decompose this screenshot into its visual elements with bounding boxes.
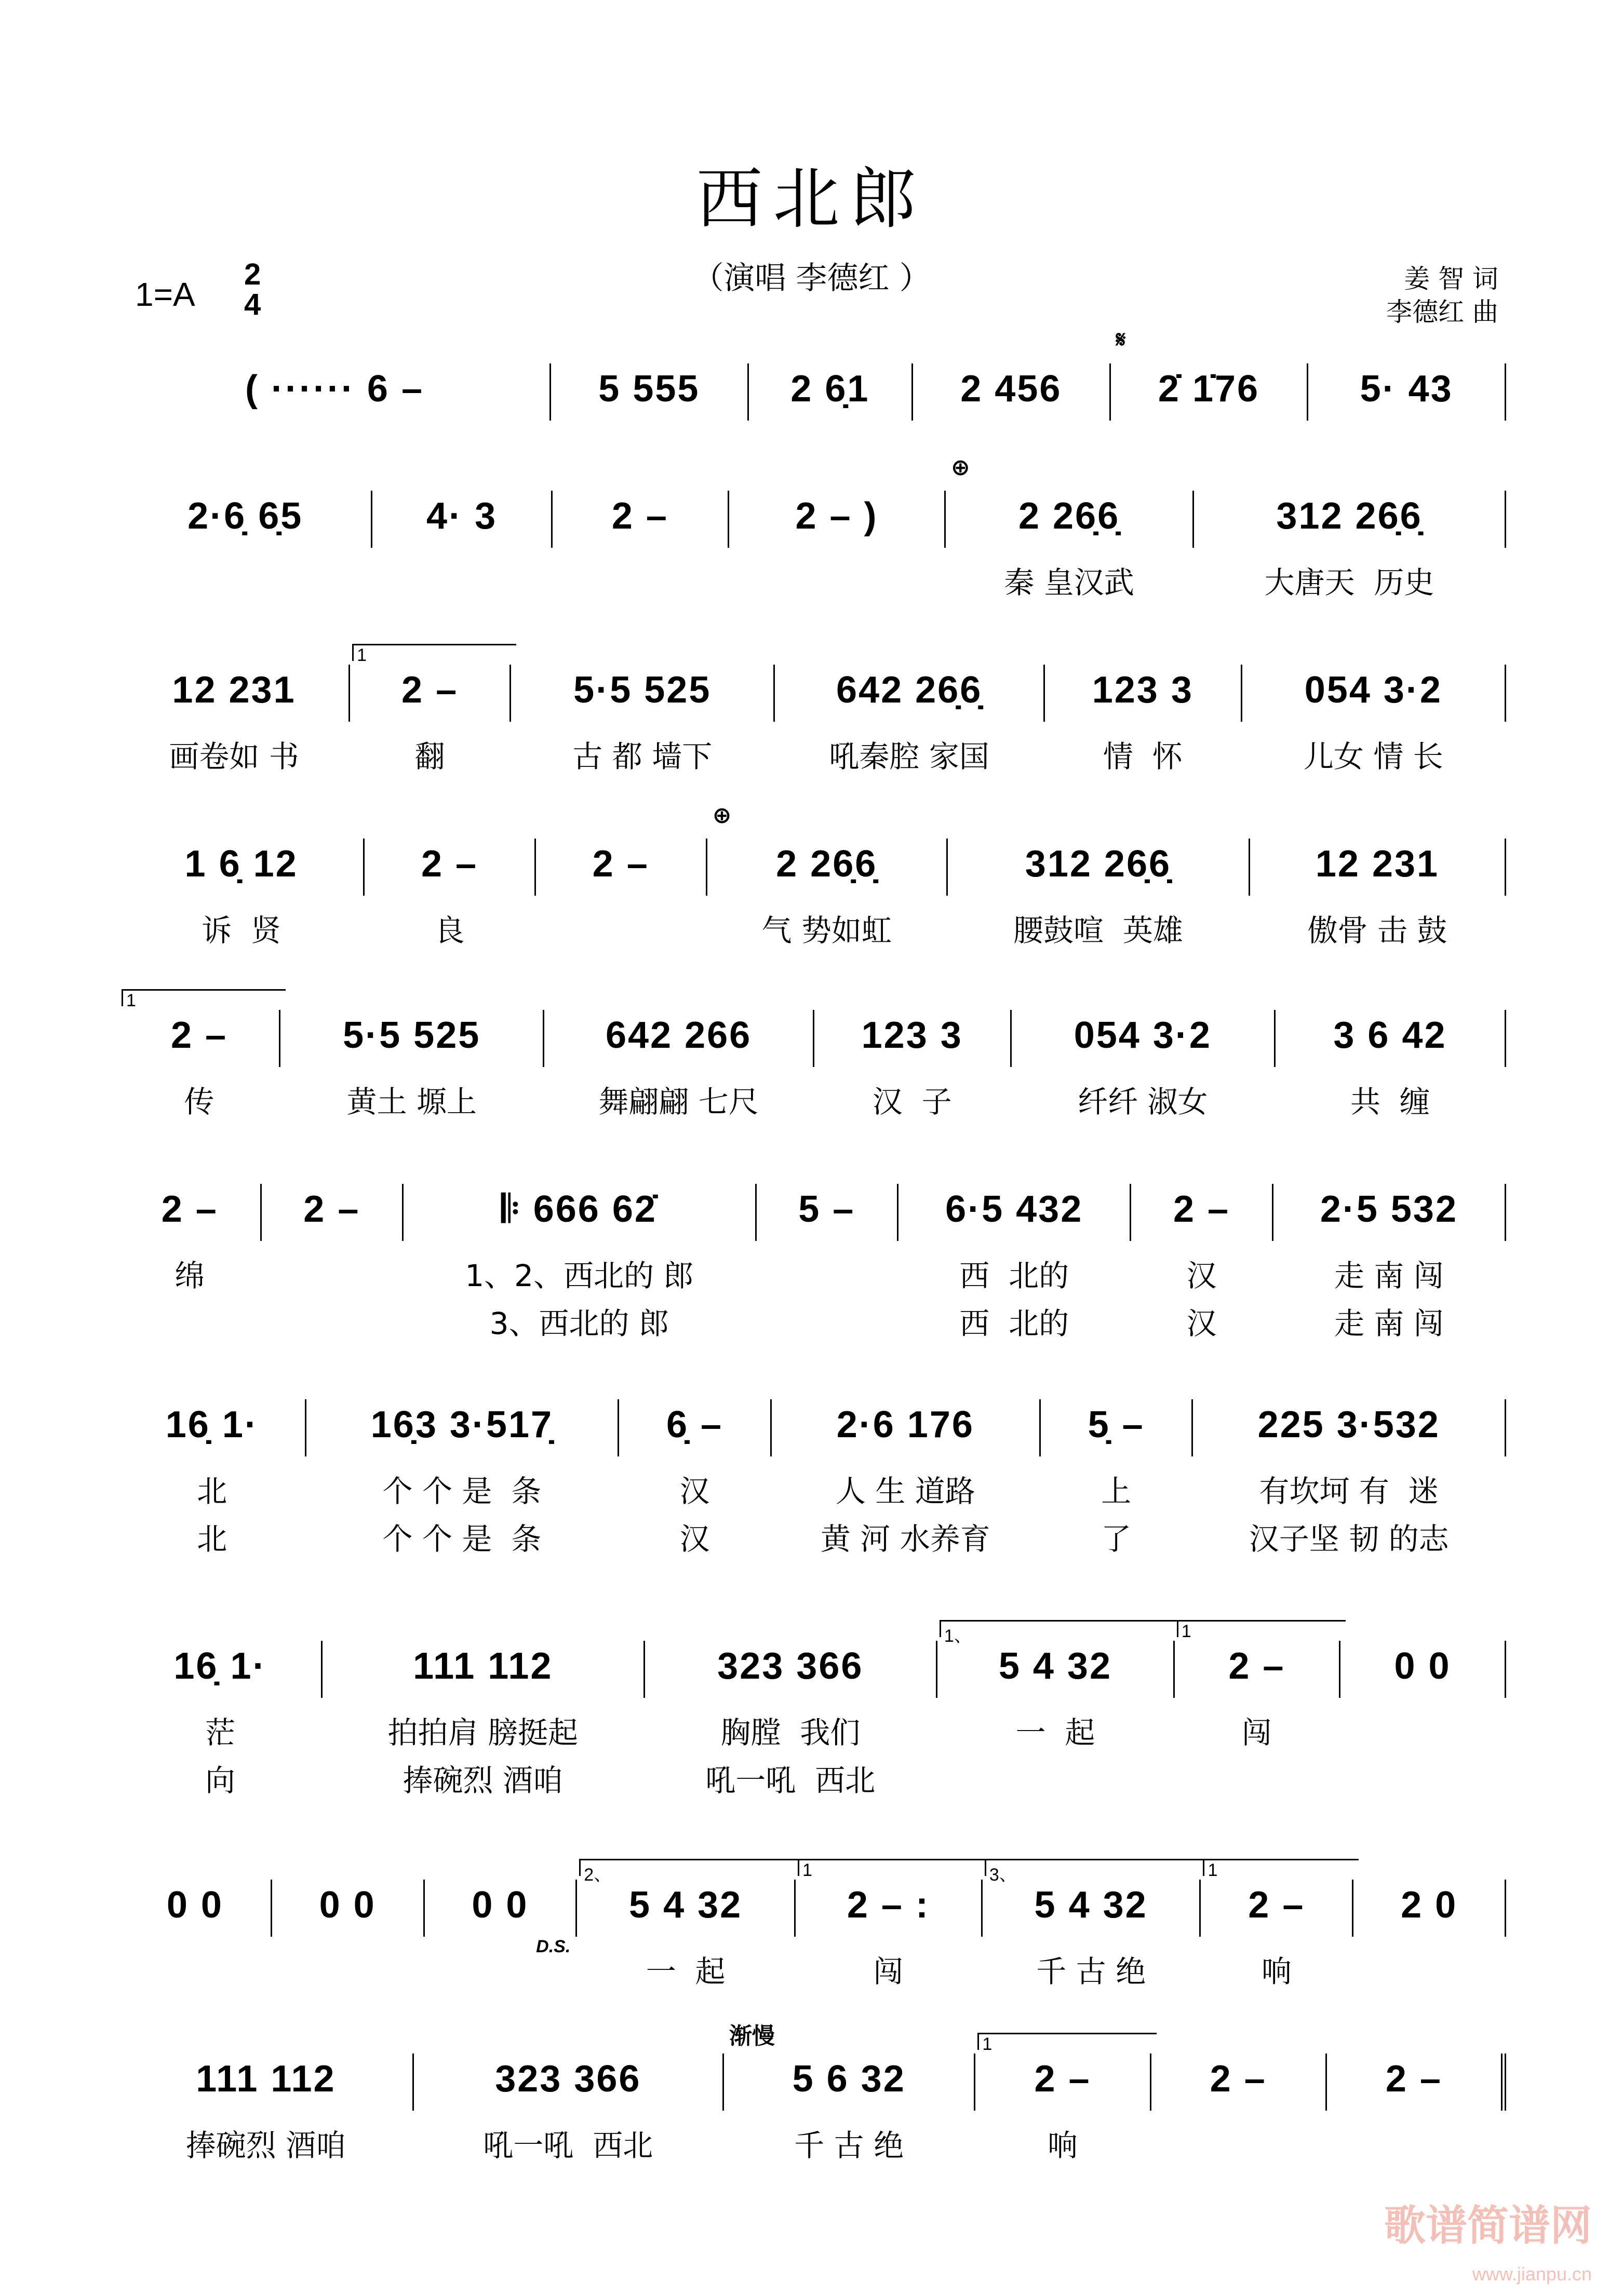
notes: 𝄆 666 62̇	[501, 1188, 657, 1230]
measure	[1242, 665, 1506, 774]
credits	[1386, 262, 1498, 329]
measure	[1308, 363, 1506, 421]
notes: 12 231	[1315, 843, 1440, 885]
lyric-verse-1: 翻	[414, 739, 445, 774]
composer: 李德红 曲	[1386, 297, 1498, 327]
measure	[898, 1184, 1131, 1341]
measure	[544, 1010, 814, 1119]
measure	[729, 491, 946, 548]
notes: 2 – :	[847, 1884, 930, 1926]
lyric-verse-1: 画卷如 书	[169, 739, 299, 774]
measure	[119, 1641, 323, 1798]
notes: 5·5 525	[573, 669, 712, 711]
notes: 5̣ –	[1088, 1404, 1145, 1446]
notes: 123 3	[1092, 669, 1193, 711]
lyric-verse-1: 黄土 塬上	[346, 1084, 477, 1119]
notes: 6·5 432	[945, 1188, 1083, 1230]
notes: 0 0	[472, 1884, 529, 1926]
measure	[983, 1865, 1201, 1989]
notes: 2̇ 1̇76	[1158, 368, 1260, 410]
measure	[511, 665, 775, 774]
lyric-verse-1: 情 怀	[1103, 739, 1183, 774]
measure	[323, 1641, 645, 1798]
notes: 2 –	[421, 843, 478, 885]
notes: 642 26̣6̣	[836, 669, 983, 711]
lyric-verse-2: 走 南 闯	[1334, 1306, 1444, 1341]
lyric-verse-1: 人 生 道路	[835, 1474, 975, 1509]
notes: 2 456	[960, 368, 1062, 410]
measure	[365, 839, 536, 948]
notes: 312 26̣6̣	[1276, 495, 1423, 537]
measure	[948, 839, 1250, 948]
measure	[372, 491, 552, 548]
notes: 6̣ –	[666, 1404, 723, 1446]
notes: 054 3·2	[1304, 669, 1442, 711]
measure	[707, 803, 948, 948]
volta-bracket: 1	[122, 989, 286, 1006]
lyric-verse-1: 有坎坷 有 迷	[1259, 1474, 1439, 1509]
notes: 2 –	[1034, 2058, 1091, 2100]
measure	[913, 363, 1111, 421]
notes: 2 –	[401, 669, 459, 711]
measure	[551, 363, 749, 421]
notes: 5· 43	[1360, 368, 1453, 410]
measure	[1041, 1399, 1193, 1557]
measure	[1327, 2054, 1506, 2111]
volta-bracket: 2、	[579, 1859, 801, 1876]
measure	[262, 1184, 404, 1241]
lyricist: 姜 智 词	[1404, 264, 1498, 294]
measure	[619, 1399, 772, 1557]
measure	[1340, 1641, 1506, 1698]
time-sig-bottom: 4	[244, 288, 261, 321]
notes: ( ······ 6 –	[245, 368, 424, 410]
ds-marker: D.S.	[536, 1937, 571, 1956]
notes: 16̣3 3·517̣	[370, 1404, 554, 1446]
lyric-verse-1: 北	[197, 1474, 227, 1509]
notes: 5·5 525	[343, 1015, 481, 1056]
lyric-verse-2: 汉子坚 韧 的志	[1249, 1521, 1449, 1557]
score-marker: ⊕	[712, 803, 732, 828]
measure	[975, 2034, 1151, 2163]
lyric-verse-1: 吼秦腔 家国	[829, 739, 989, 774]
notes: 5 –	[798, 1188, 855, 1230]
lyric-verse-1: 秦 皇汉武	[1004, 565, 1134, 600]
lyric-verse-1: 响	[1261, 1954, 1292, 1989]
measure	[119, 1184, 262, 1293]
lyric-verse-1: 傲骨 击 鼓	[1307, 913, 1447, 948]
time-signature	[244, 260, 261, 320]
notes: 642 266	[605, 1015, 752, 1056]
notes: 123 3	[861, 1015, 963, 1056]
notes: 2 26̣6̣	[1018, 495, 1120, 537]
lyric-verse-1: 吼一吼 西北	[483, 2128, 653, 2163]
lyric-verse-1: 拍拍肩 膀挺起	[387, 1715, 578, 1750]
measure	[1273, 1184, 1506, 1341]
lyric-verse-1: 大唐天 历史	[1264, 565, 1434, 600]
notes: 16̣ 1·	[165, 1404, 259, 1446]
volta-bracket: 1	[352, 644, 516, 661]
measure	[1250, 839, 1506, 948]
lyric-verse-1: 响	[1048, 2128, 1078, 2163]
lyric-verse-1: 个 个 是 条	[382, 1474, 542, 1509]
measure	[1193, 1399, 1506, 1557]
notes: 2 0	[1401, 1884, 1458, 1926]
notes: 3 6 42	[1333, 1015, 1447, 1056]
measure	[1045, 665, 1242, 774]
notes: 2 –	[611, 495, 668, 537]
score-marker: 渐慢	[729, 2023, 775, 2049]
notes: 2 –	[303, 1188, 360, 1230]
staff-row	[119, 1622, 1506, 1798]
lyric-verse-1: 传	[184, 1084, 214, 1119]
volta-bracket: 1	[977, 2033, 1156, 2050]
lyric-verse-1: 诉 贤	[202, 913, 281, 948]
measure	[1194, 491, 1506, 600]
lyric-verse-1: 舞翩翩 七尺	[598, 1084, 759, 1119]
volta-bracket: 1	[1177, 1620, 1346, 1637]
lyric-verse-2: 捧碗烈 酒咱	[403, 1763, 563, 1798]
notes: 2 –	[1210, 2058, 1267, 2100]
staff-row	[119, 803, 1506, 948]
performer-subtitle: （演唱 李德红 ）	[692, 260, 931, 296]
lyric-verse-1: 千 古 绝	[794, 2128, 904, 2163]
notes: 2 –	[592, 843, 649, 885]
measure	[119, 839, 365, 948]
measure	[937, 1626, 1175, 1750]
time-sig-top: 2	[244, 258, 261, 291]
measure	[350, 645, 511, 774]
lyric-verse-1: 上	[1101, 1474, 1132, 1509]
notes: 16̣ 1·	[173, 1645, 267, 1687]
lyric-verse-1: 儿女 情 长	[1303, 739, 1443, 774]
measure	[272, 1880, 425, 1937]
score-marker: 𝄋	[1116, 327, 1126, 353]
notes: 2 –	[1228, 1645, 1285, 1687]
measure	[119, 1399, 306, 1557]
lyric-verse-2: 汉	[679, 1521, 710, 1557]
notes: 5 4 32	[998, 1645, 1112, 1687]
notes: 2 –	[1248, 1884, 1305, 1926]
staff-row	[119, 1399, 1506, 1557]
lyric-verse-2: 汉	[1186, 1306, 1217, 1341]
lyric-verse-1: 汉 子	[872, 1084, 952, 1119]
notes: 2·6̣ 6̣5	[187, 495, 303, 537]
lyric-verse-1: 一 起	[646, 1954, 726, 1989]
key-signature: 1=A	[135, 276, 195, 313]
measure	[577, 1865, 796, 1989]
measure	[796, 1860, 983, 1989]
notes: 0 0	[319, 1884, 376, 1926]
lyric-verse-1: 汉	[679, 1474, 710, 1509]
measure	[1175, 1622, 1340, 1750]
staff-row	[119, 1184, 1506, 1341]
measure	[1151, 2054, 1327, 2111]
measure	[1012, 1010, 1276, 1119]
measure	[1131, 1184, 1273, 1341]
notes: 2 –	[161, 1188, 218, 1230]
lyric-verse-2: 吼一吼 西北	[705, 1763, 876, 1798]
measure	[306, 1399, 620, 1557]
lyric-verse-2: 了	[1101, 1521, 1132, 1557]
notes: 5 4 32	[1034, 1884, 1148, 1926]
staff-row	[119, 327, 1506, 421]
notes: 5 6 32	[792, 2058, 906, 2100]
measure	[414, 2054, 724, 2163]
notes: 1 6̣ 12	[184, 843, 298, 885]
staff-row	[119, 991, 1506, 1119]
staff-row	[119, 2023, 1506, 2163]
lyric-verse-1: 一 起	[1015, 1715, 1095, 1750]
notes: 2 6̣1	[790, 368, 870, 410]
lyric-verse-1: 纤纤 淑女	[1078, 1084, 1208, 1119]
notes: 2 26̣6̣	[776, 843, 878, 885]
notes: 4· 3	[426, 495, 498, 537]
notes: 0 0	[166, 1884, 223, 1926]
notes: 2 –	[170, 1015, 228, 1056]
measure	[645, 1641, 937, 1798]
lyric-verse-1: 千 古 绝	[1036, 1954, 1146, 1989]
measure	[775, 665, 1044, 774]
volta-bracket: 1	[798, 1859, 988, 1876]
lyric-verse-1: 闯	[873, 1954, 904, 1989]
score-marker: ⊕	[950, 455, 970, 480]
lyric-verse-1: 捧碗烈 酒咱	[185, 2128, 346, 2163]
measure	[1111, 327, 1309, 421]
lyric-verse-1: 绵	[175, 1258, 205, 1293]
measure	[404, 1184, 756, 1341]
notes: 111 112	[196, 2058, 336, 2100]
measure	[119, 991, 280, 1119]
lyric-verse-1: 走 南 闯	[1334, 1258, 1444, 1293]
lyric-verse-1: 气 势如虹	[761, 913, 892, 948]
measure	[1276, 1010, 1506, 1119]
notes: 0 0	[1394, 1645, 1451, 1687]
measure	[425, 1880, 578, 1956]
measure	[119, 1880, 272, 1937]
watermark-logo: 歌谱简谱网	[1384, 2203, 1592, 2249]
measure	[749, 363, 913, 421]
lyric-verse-1: 古 都 墙下	[572, 739, 713, 774]
notes: 2·6 176	[836, 1404, 974, 1446]
lyric-verse-2: 西 北的	[959, 1306, 1069, 1341]
staff-row	[119, 455, 1506, 600]
lyric-verse-2: 3、西北的 郎	[489, 1306, 669, 1341]
measure	[757, 1184, 899, 1241]
lyric-verse-1: 腰鼓喧 英雄	[1013, 913, 1183, 948]
lyric-verse-1: 茫	[205, 1715, 235, 1750]
lyric-verse-1: 胸膛 我们	[720, 1715, 861, 1750]
lyric-verse-1: 共 缠	[1350, 1084, 1430, 1119]
notes: 111 112	[413, 1645, 553, 1687]
measure	[814, 1010, 1012, 1119]
staff-row	[119, 1860, 1506, 1989]
lyric-verse-2: 北	[197, 1521, 227, 1557]
measure	[119, 491, 372, 548]
measure	[772, 1399, 1041, 1557]
notes: 2 –	[1385, 2058, 1442, 2100]
measure	[119, 363, 551, 421]
song-title: 西北郎	[696, 160, 927, 238]
volta-bracket: 1	[1203, 1859, 1359, 1876]
lyric-verse-1: 良	[434, 913, 465, 948]
volta-bracket: 1、	[940, 1620, 1180, 1637]
measure	[1353, 1880, 1506, 1937]
measure	[1201, 1860, 1353, 1989]
lyric-verse-1: 汉	[1186, 1258, 1217, 1293]
measure	[724, 2023, 975, 2163]
measure	[280, 1010, 544, 1119]
notes: 2·5 532	[1320, 1188, 1458, 1230]
measure	[536, 839, 707, 896]
lyric-verse-1: 西 北的	[959, 1258, 1069, 1293]
staff-row	[119, 645, 1506, 774]
lyric-verse-2: 黄 河 水养育	[820, 1521, 990, 1557]
measure	[553, 491, 729, 548]
notes: 323 366	[495, 2058, 641, 2100]
notes: 225 3·532	[1257, 1404, 1440, 1446]
notes: 5 555	[598, 368, 700, 410]
notes: 5 4 32	[629, 1884, 743, 1926]
notes: 312 26̣6̣	[1025, 843, 1172, 885]
lyric-verse-1: 闯	[1241, 1715, 1272, 1750]
lyric-verse-1: 1、2、西北的 郎	[465, 1258, 694, 1293]
measure	[946, 455, 1194, 600]
notes: 054 3·2	[1074, 1015, 1212, 1056]
measure	[119, 2054, 414, 2163]
lyric-verse-2: 向	[205, 1763, 235, 1798]
notes: 2 –	[1173, 1188, 1230, 1230]
notes: 323 366	[717, 1645, 864, 1687]
volta-bracket: 3、	[985, 1859, 1206, 1876]
lyric-verse-2: 个 个 是 条	[382, 1521, 542, 1557]
notes: 12 231	[172, 669, 296, 711]
notes: 2 – )	[795, 495, 878, 537]
measure	[119, 665, 350, 774]
watermark-url: www.jianpu.cn	[1472, 2263, 1592, 2285]
